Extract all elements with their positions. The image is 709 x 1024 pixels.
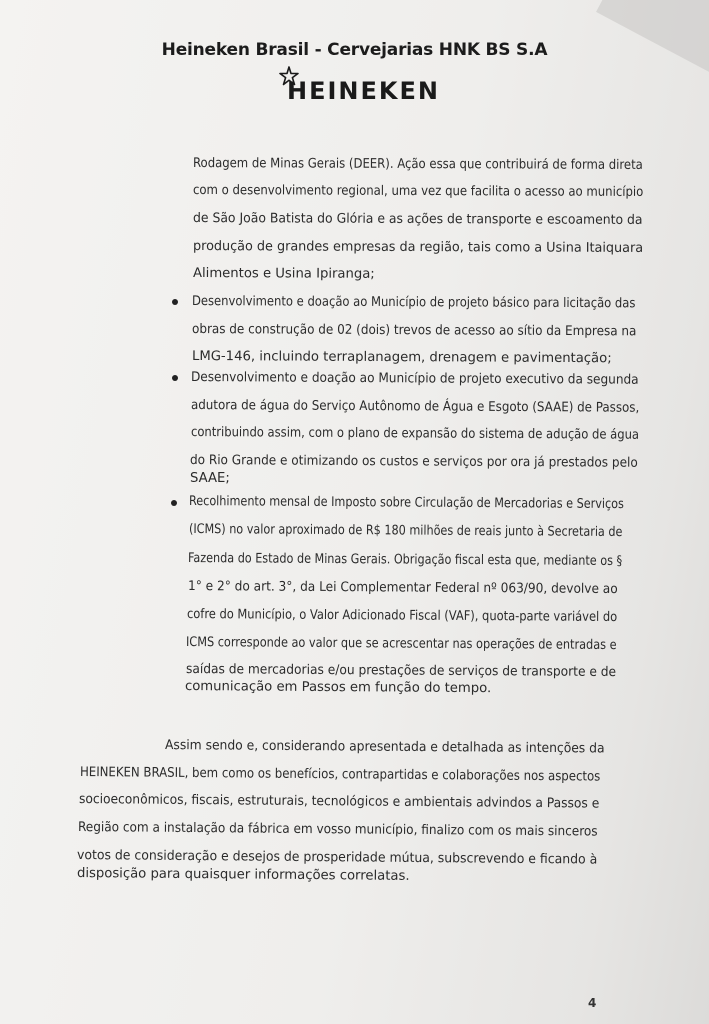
body-line: produção de grandes empresas da região, tais como a Usina Itaiquara bbox=[192, 239, 644, 256]
bullet-2-line: contribuindo assim, com o plano de expansão do sistema de adução de água bbox=[190, 425, 640, 443]
bullet-3-line: Recolhimento mensal de Imposto sobre Circulação de Mercadorias e Serviços bbox=[188, 494, 624, 513]
closing-line: socioeconômicos, fiscais, estruturais, tecnológicos e ambientais advindos a Passos e bbox=[78, 792, 600, 812]
bullet-1-line: LMG-146, incluindo terraplanagem, drenagem e pavimentação; bbox=[191, 349, 612, 367]
body-line: Rodagem de Minas Gerais (DEER). Ação essa que contribuirá de forma direta bbox=[192, 156, 643, 173]
heineken-logo bbox=[277, 66, 447, 106]
closing-line: disposição para quaisquer informações correlatas. bbox=[76, 866, 410, 884]
closing-line: votos de consideração e desejos de prosperidade mútua, subscrevendo e ficando à bbox=[76, 848, 598, 868]
bullet-2-line: SAAE; bbox=[190, 471, 230, 486]
body-line: com o desenvolvimento regional, uma vez que facilita o acesso ao município bbox=[192, 183, 644, 200]
page-corner-shadow bbox=[596, 0, 709, 78]
bullet-1-line: obras de construção de 02 (dois) trevos de acesso ao sítio da Empresa na bbox=[191, 322, 637, 340]
page-number: 4 bbox=[588, 996, 597, 1010]
bullet-3-line: cofre do Município, o Valor Adicionado Fiscal (VAF), quota-parte variável do bbox=[186, 607, 618, 626]
closing-line: Região com a instalação da fábrica em vosso município, finalizo com os mais sinceros bbox=[77, 820, 598, 840]
body-line: de São João Batista do Glória e as ações de transporte e escoamento da bbox=[192, 211, 643, 228]
bullet-3-line: (ICMS) no valor aproximado de R$ 180 milhões de reais junto à Secretaria de bbox=[188, 522, 623, 541]
bullet-2-line: adutora de água do Serviço Autônomo de Água e Esgoto (SAAE) de Passos, bbox=[190, 398, 640, 416]
closing-line: HEINEKEN BRASIL, bem como os benefícios, contrapartidas e colaborações nos aspectos bbox=[79, 765, 601, 785]
body-line: Alimentos e Usina Ipiranga; bbox=[192, 266, 375, 282]
bullet-marker bbox=[171, 500, 177, 506]
bullet-marker bbox=[172, 299, 178, 305]
bullet-3-line: saídas de mercadorias e/ou prestações de serviços de transporte e de bbox=[185, 662, 617, 681]
bullet-3-line: 1° e 2° do art. 3°, da Lei Complementar Federal nº 063/90, devolve ao bbox=[187, 579, 618, 597]
bullet-marker bbox=[172, 375, 178, 381]
bullet-3-line: ICMS corresponde ao valor que se acrescentar nas operações de entradas e bbox=[185, 635, 617, 654]
bullet-2-line: do Rio Grande e otimizando os custos e serviços por ora já prestados pelo bbox=[189, 453, 638, 471]
company-title: Heineken Brasil - Cervejarias HNK BS S.A bbox=[161, 40, 548, 60]
bullet-3-line: Fazenda do Estado de Minas Gerais. Obrigação fiscal esta que, mediante os § bbox=[187, 551, 623, 570]
closing-line: Assim sendo e, considerando apresentada e detalhada as intenções da bbox=[164, 738, 605, 757]
bullet-3-line: comunicação em Passos em função do tempo. bbox=[184, 679, 492, 697]
bullet-1-line: Desenvolvimento e doação ao Município de projeto básico para licitação das bbox=[191, 294, 636, 312]
logo-wordmark: HEINEKEN bbox=[287, 77, 440, 105]
bullet-2-line: Desenvolvimento e doação ao Município de projeto executivo da segunda bbox=[190, 370, 639, 388]
